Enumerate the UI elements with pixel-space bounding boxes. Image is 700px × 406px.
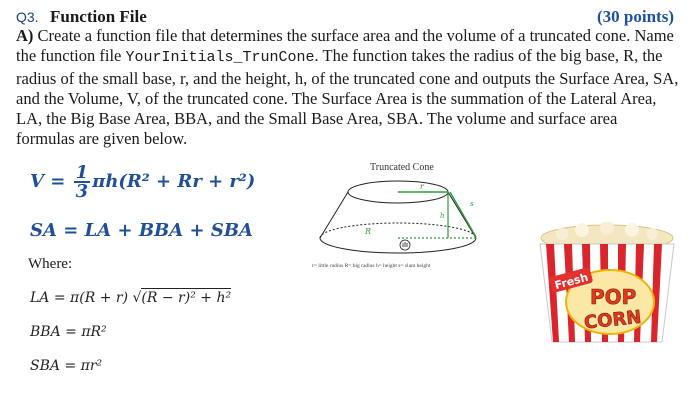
bottom-base-back xyxy=(320,223,476,238)
volume-numerator: 1 xyxy=(75,162,89,183)
diagram-legend: r= little radius R= big radius h= height s= slant height xyxy=(312,263,431,269)
diagram-title: Truncated Cone xyxy=(370,162,434,173)
question-number: Q3. xyxy=(16,9,39,25)
la-lhs: LA = π(R + r) xyxy=(30,290,129,306)
la-radicand: (R − r)² + h² xyxy=(141,290,232,306)
volume-formula xyxy=(30,164,255,200)
truncated-cone-diagram xyxy=(310,170,510,265)
slant-line xyxy=(450,192,476,237)
body-text-2: . The function takes the radius of the big base, R, the radius of the small base, r, and the height, h, of the truncated cone and outputs the Surface Area, SA, and the Volume, V, of the truncated cone. The Surface Area is the summation of the Lateral Area, LA, the Big Base Area, BBA, and the Small Base Area, SBA. The volume and surface area formulas are given below. xyxy=(16,46,679,149)
volume-rhs: πh(R² + Rr + r²) xyxy=(92,171,256,192)
left-side-line xyxy=(320,192,348,238)
question-points: (30 points) xyxy=(597,7,674,26)
volume-denominator: 3 xyxy=(75,181,89,202)
function-filename: YourInitials_TrunCone xyxy=(125,49,315,67)
corn-text: CORN xyxy=(583,306,643,334)
bottom-base-front xyxy=(320,238,476,253)
fresh-text: Fresh xyxy=(553,270,590,293)
part-label: A) xyxy=(16,26,34,45)
lateral-area-formula xyxy=(30,290,231,306)
label-big-r: R xyxy=(365,227,372,236)
label-s: s xyxy=(470,200,474,208)
surface-area-formula: SA = LA + BBA + SBA xyxy=(30,220,254,241)
sqrt-sign: √ xyxy=(132,290,142,306)
label-h: h xyxy=(440,212,445,220)
small-base-area-formula: SBA = πr² xyxy=(30,358,103,374)
question-title: Function File xyxy=(50,7,147,26)
volume-fraction xyxy=(74,164,91,200)
label-small-r: r xyxy=(420,182,424,191)
big-base-area-formula: BBA = πR² xyxy=(30,324,107,340)
pop-text: POP xyxy=(590,285,637,309)
volume-lhs: V = xyxy=(30,171,66,192)
body-text-1: Create a function file that determines the surface area and the volume of a truncated cone. Name the function file xyxy=(16,26,674,66)
hand-cursor-icon xyxy=(400,240,410,250)
popcorn-bucket-image xyxy=(532,222,682,347)
where-label: Where: xyxy=(28,256,73,272)
question-body xyxy=(16,26,680,150)
